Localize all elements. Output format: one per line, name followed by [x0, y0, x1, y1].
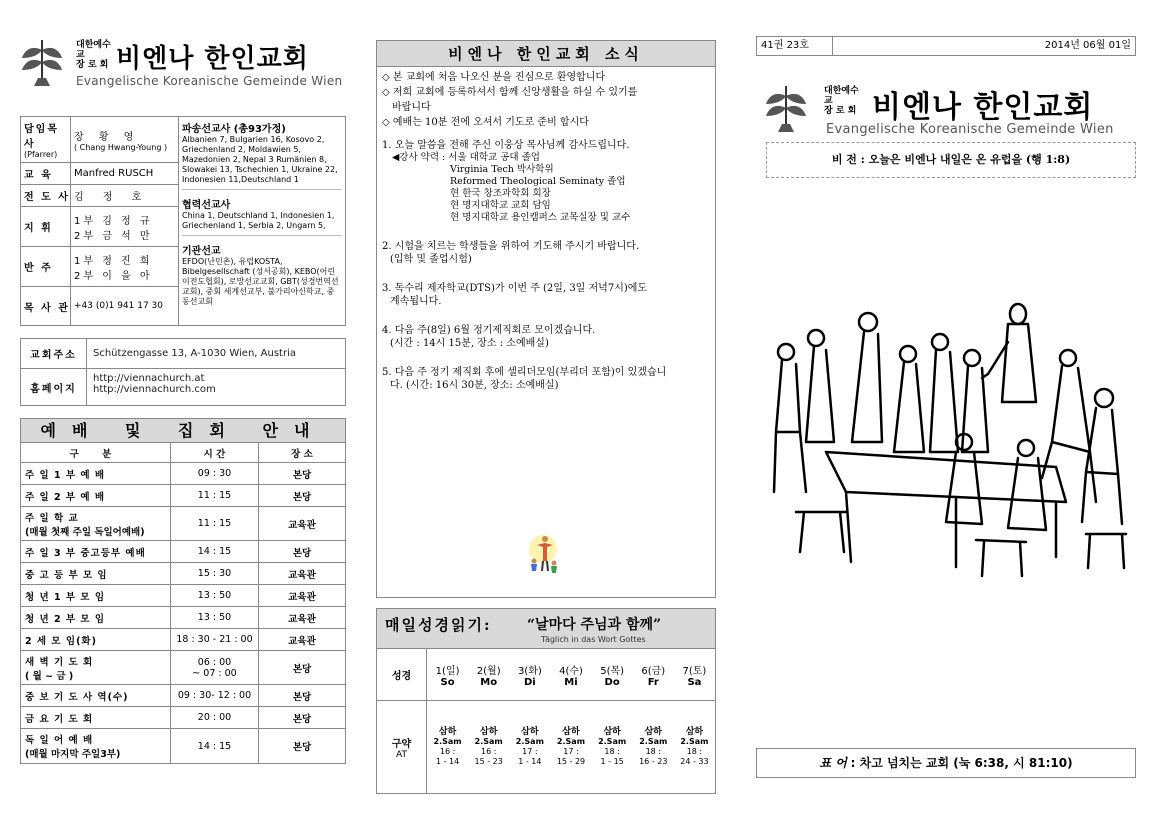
news-item-text: 4. 다음 주(8일) 6월 정기제직회로 모이겠습니다. — [382, 325, 596, 336]
schedule-rows — [21, 463, 345, 763]
news-item-text: 2. 시험을 치르는 학생들을 위하여 기도해 주시기 바랍니다. — [382, 241, 640, 252]
missions-list — [179, 117, 345, 325]
missions-section — [182, 196, 342, 236]
motto-box — [756, 748, 1136, 778]
motto-label: 표 어 — [819, 756, 847, 770]
bio-line: 현 명지대학교 용인캠퍼스 교목실장 및 교수 — [450, 212, 631, 223]
schedule-time: 09 : 30- 12 : 00 — [171, 685, 259, 706]
address-value: Schützengasse 13, A-1030 Wien, Austria — [93, 348, 296, 359]
schedule-time: 09 : 30 — [171, 463, 259, 484]
news-intro-line: ◇ 예배는 10분 전에 오셔서 기도로 준비 합시다 — [382, 117, 589, 128]
info-column — [20, 36, 346, 764]
reading-day-cell: 7(토) Sa — [682, 665, 707, 688]
reading-slogan: “날마다 주님과 함께” — [527, 617, 662, 633]
bio-line: 현 한국 창조과학회 회장 — [450, 188, 551, 199]
staff-table — [20, 116, 346, 326]
reading-ref-cell: 삼하 2.Sam 18 : 1 - 15 — [598, 727, 627, 766]
homepage-label: 홈페이지 — [21, 369, 87, 405]
news-column — [376, 40, 716, 794]
church-logo-icon — [20, 36, 64, 88]
reading-title: 매일성경읽기: — [385, 616, 492, 634]
schedule-time: 18 : 30 - 21 : 00 — [171, 629, 259, 650]
staff-value: 김 정 호 — [74, 192, 150, 203]
news-item-text: 3. 독수리 제자학교(DTS)가 이번 주 (2일, 3일 저녁7시)에도 — [382, 283, 648, 294]
reading-ref-cell: 삼하 2.Sam 17 : 15 - 29 — [556, 727, 586, 766]
schedule-time: 13 : 50 — [171, 585, 259, 606]
schedule-row — [21, 585, 345, 607]
homepage-links — [87, 369, 345, 405]
news-item-text: 5. 다음 주 정기 제직회 후에 셀리더모임(부리더 포함)이 있겠습니 — [382, 367, 667, 378]
schedule-name: 청 년 1 부 모 임 — [21, 585, 171, 606]
reading-ref-cell: 삼하 2.Sam 18 : 16 - 23 — [639, 727, 668, 766]
staff-row — [21, 185, 178, 207]
reading-ref-cell: 삼하 2.Sam 16 : 1 - 14 — [433, 727, 462, 766]
staff-value: 장 황 영 ( Chang Hwang-Young ) — [74, 131, 168, 152]
staff-role: 전 도 사 — [21, 185, 71, 206]
denomination-line-2: 장 로 회 — [824, 106, 857, 116]
motto-text: : 차고 넘치는 교회 (눅 6:38, 시 81:10) — [850, 756, 1073, 770]
reading-row-label: 성경 — [377, 649, 427, 700]
denomination-label — [824, 86, 864, 116]
schedule-header-time: 시 간 — [171, 443, 259, 462]
schedule-place: 본당 — [292, 663, 312, 675]
missions-section — [182, 120, 342, 190]
reading-day-cell: 4(수) Mi — [559, 665, 583, 688]
issue-date: 2014년 06월 01일 — [1044, 40, 1131, 51]
bio-line: Virginia Tech 박사학위 — [450, 164, 554, 175]
staff-list — [21, 117, 179, 325]
staff-row — [21, 117, 178, 163]
vision-statement: 비 전 : 오늘은 비엔나 내일은 온 유럽을 (행 1:8) — [766, 142, 1136, 178]
schedule-row — [21, 463, 345, 485]
staff-role: 반 주 — [21, 247, 71, 286]
staff-row — [21, 247, 178, 287]
reading-slogan-german: Täglich in das Wort Gottes — [541, 635, 646, 644]
schedule-time: 15 : 30 — [171, 563, 259, 584]
schedule-row — [21, 651, 345, 685]
worship-figures-icon — [525, 527, 561, 577]
news-body — [377, 67, 715, 396]
staff-value: +43 (0)1 941 17 30 — [74, 301, 163, 311]
schedule-header-name: 구 분 — [21, 443, 171, 462]
schedule-time: 20 : 00 — [171, 707, 259, 728]
schedule-name: 중 보 기 도 사 역(수) — [21, 685, 171, 706]
address-table — [20, 338, 346, 406]
staff-row — [21, 163, 178, 185]
address-row — [21, 339, 345, 369]
schedule-time: 06 : 00 ~ 07 : 00 — [171, 651, 259, 684]
news-intro-line: ◇ 저희 교회에 등록하셔서 함께 신앙생활을 하실 수 있기를 — [382, 87, 638, 98]
schedule-row — [21, 507, 345, 541]
schedule-row — [21, 707, 345, 729]
cover-logo-block — [756, 80, 1136, 150]
schedule-name: 중 고 등 부 모 임 — [21, 563, 171, 584]
schedule-place: 본당 — [292, 713, 312, 725]
schedule-row — [21, 485, 345, 507]
daily-reading-table — [376, 608, 716, 794]
missions-text: EFDO(난민촌), 유럽KOSTA, Bibelgesellschaft (성서공회), KEBO(어린이전도협회), 로망선교교회, GBT(성경번역선교회), 중회 세계선교부, 불가리아신학교, 중동선교회 — [182, 257, 339, 306]
reading-row-label: 구약 AT — [377, 701, 427, 793]
news-item-sub: (입학 및 졸업시험) — [390, 254, 472, 265]
missions-text: China 1, Deutschland 1, Indonesien 1, Griechenland 1, Serbia 2, Ungarn 5, — [182, 211, 335, 230]
schedule-title: 예배 및 집회 안내 — [21, 419, 345, 443]
reading-day-cell: 5(목) Do — [600, 665, 625, 688]
schedule-place: 본당 — [292, 469, 312, 481]
news-item-3 — [382, 282, 710, 308]
schedule-row — [21, 607, 345, 629]
staff-role: 목 사 관 — [21, 287, 71, 325]
reading-day-cell: 3(화) Di — [517, 665, 542, 688]
missions-title: 기관선교 — [182, 246, 221, 257]
news-intro-line: 바랍니다 — [392, 102, 431, 113]
reading-title-bar — [377, 609, 715, 649]
news-item-sub: 계속됩니다. — [390, 296, 442, 307]
schedule-place: 본당 — [292, 691, 312, 703]
homepage-row — [21, 369, 345, 405]
denomination-label — [76, 40, 116, 70]
homepage-link[interactable]: http://viennachurch.com — [93, 384, 216, 395]
denomination-line-2: 장 로 회 — [76, 60, 109, 70]
reading-days-row — [377, 649, 715, 701]
reading-day-cell: 6(금) Fr — [641, 665, 666, 688]
schedule-time: 11 : 15 — [171, 485, 259, 506]
staff-value: Manfred RUSCH — [74, 168, 154, 179]
schedule-name: 주 일 1 부 예 배 — [21, 463, 171, 484]
news-item-5 — [382, 366, 710, 392]
news-item-2 — [382, 240, 710, 266]
issue-volume: 41권 23호 — [757, 37, 833, 55]
schedule-place: 본당 — [292, 547, 312, 559]
schedule-name: 주 일 2 부 예 배 — [21, 485, 171, 506]
homepage-link[interactable]: http://viennachurch.at — [93, 373, 205, 384]
reading-ref-cell: 삼하 2.Sam 16 : 15 - 23 — [474, 727, 503, 766]
news-item-sub: (시간 : 14시 15분, 장소 : 소예배실) — [390, 338, 549, 349]
denomination-line-1: 대한예수교 — [76, 40, 111, 60]
schedule-place: 교육관 — [288, 635, 316, 647]
schedule-place: 본당 — [292, 742, 312, 753]
staff-row — [21, 207, 178, 247]
schedule-table — [20, 418, 346, 764]
schedule-time: 13 : 50 — [171, 607, 259, 628]
bio-label: ◀강사 약력 : 서울 대학교 공대 졸업 — [392, 152, 540, 163]
staff-role: 교 육 — [21, 163, 71, 184]
schedule-place: 교육관 — [288, 519, 316, 531]
schedule-name: 새 벽 기 도 회 ( 월 ~ 금 ) — [21, 651, 171, 684]
schedule-place: 본당 — [292, 491, 312, 503]
church-name-german: Evangelische Koreanische Gemeinde Wien — [76, 74, 343, 88]
schedule-name: 주 일 3 부 중고등부 예배 — [21, 541, 171, 562]
church-logo-block — [20, 36, 346, 102]
schedule-row — [21, 629, 345, 651]
schedule-row — [21, 563, 345, 585]
missions-title: 협력선교사 — [182, 200, 231, 211]
news-title: 비엔나 한인교회 소식 — [377, 41, 715, 67]
address-label: 교회주소 — [21, 339, 87, 368]
reading-ref-cell: 삼하 2.Sam 18 : 24 - 33 — [680, 727, 709, 766]
staff-role: 담임목사 (Pfarrer) — [21, 117, 71, 162]
church-name-german: Evangelische Koreanische Gemeinde Wien — [826, 122, 1114, 137]
missions-text: Albanien 7, Bulgarien 16, Kosovo 2, Griechenland 2, Moldawien 5, Mazedonien 2, Nepal 3 Rumänien 8, Slowakei 13, Tschechien 1, Ukraine 22, Indonesien 11,Deutschland 1 — [182, 135, 338, 184]
schedule-time: 14 : 15 — [171, 541, 259, 562]
reading-refs-row — [377, 701, 715, 793]
schedule-row — [21, 541, 345, 563]
denomination-line-1: 대한예수교 — [824, 86, 859, 106]
speaker-bio — [382, 152, 710, 224]
news-item-4 — [382, 324, 710, 350]
schedule-row — [21, 729, 345, 763]
schedule-row — [21, 685, 345, 707]
news-item-1 — [382, 139, 710, 224]
reading-grid — [377, 649, 715, 793]
church-logo-icon — [764, 82, 808, 134]
schedule-place: 교육관 — [288, 613, 316, 625]
reading-day-cell: 2(월) Mo — [476, 665, 501, 688]
schedule-header-place: 장 소 — [291, 448, 313, 460]
staff-role: 지 휘 — [21, 207, 71, 246]
last-supper-illustration — [756, 302, 1136, 582]
bio-line: 현 명지대학교 교회 담임 — [450, 200, 551, 211]
schedule-name: 청 년 2 부 모 임 — [21, 607, 171, 628]
staff-value: 1부 정 진 희 2부 이 을 아 — [74, 255, 153, 282]
cover-column — [756, 36, 1136, 770]
schedule-place: 교육관 — [288, 591, 316, 603]
news-item-text: 1. 오늘 말씀을 전해 주신 이웅상 목사님께 감사드립니다. — [382, 140, 630, 151]
schedule-place: 교육관 — [288, 569, 316, 581]
staff-value: 1부 김 정 규 2부 금 석 만 — [74, 215, 153, 242]
news-box — [376, 40, 716, 598]
church-name: 비엔나 한인교회 — [872, 90, 1094, 125]
schedule-header — [21, 443, 345, 463]
reading-day-cell: 1(일) So — [435, 665, 460, 688]
schedule-time: 14 : 15 — [171, 729, 259, 763]
schedule-name: 독 일 어 예 배 (매월 마지막 주일3부) — [21, 729, 171, 763]
staff-row — [21, 287, 178, 325]
schedule-name: 2 세 모 임(화) — [21, 629, 171, 650]
missions-section — [182, 242, 342, 311]
schedule-name: 주 일 학 교 (매월 첫째 주일 독일어예배) — [21, 507, 171, 540]
bio-line: Reformed Theological Seminaty 졸업 — [450, 176, 626, 187]
church-name: 비엔나 한인교회 — [116, 44, 309, 74]
news-intro-line: ◇ 본 교회에 처음 나오신 분을 진심으로 환영합니다 — [382, 72, 606, 83]
issue-bar — [756, 36, 1136, 56]
schedule-name: 금 요 기 도 회 — [21, 707, 171, 728]
reading-ref-cell: 삼하 2.Sam 17 : 1 - 14 — [515, 727, 544, 766]
news-item-sub: 다. (시간: 16시 30분, 장소: 소예배실) — [390, 380, 559, 391]
missions-title: 파송선교사 (총93가정) — [182, 124, 286, 135]
schedule-time: 11 : 15 — [171, 507, 259, 540]
